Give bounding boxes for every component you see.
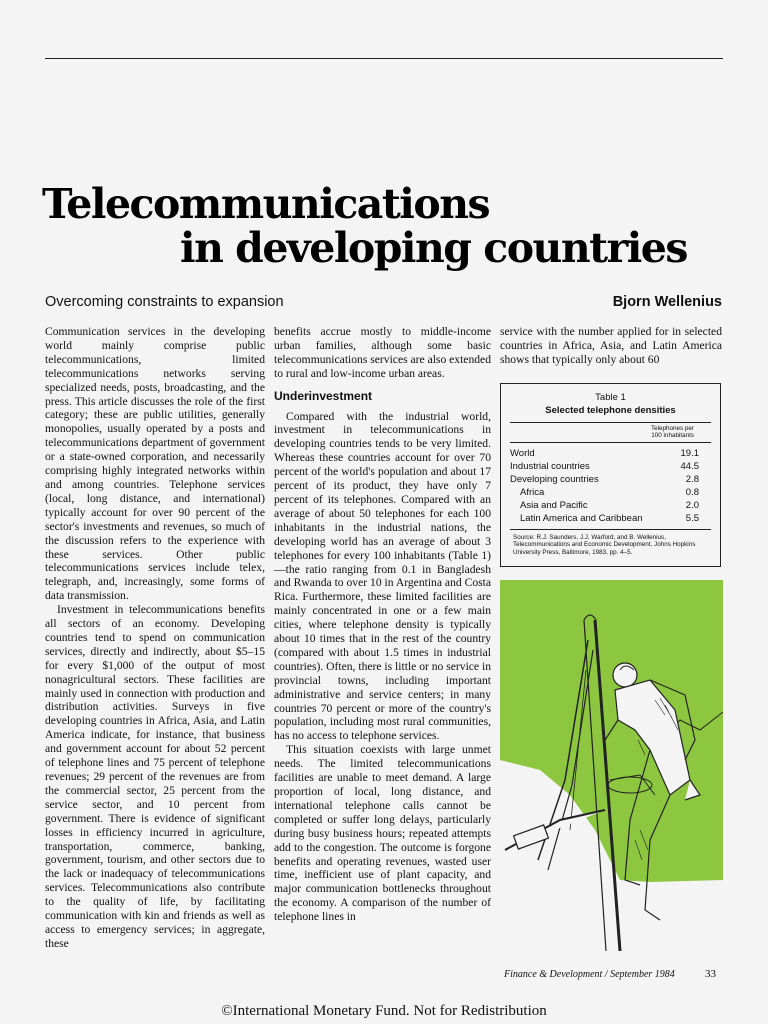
column-1 bbox=[45, 325, 265, 951]
article-title-line1: Telecommunications bbox=[42, 180, 490, 228]
table-rule bbox=[510, 422, 711, 423]
table-row bbox=[510, 512, 711, 525]
table-row-label: Latin America and Caribbean bbox=[520, 513, 643, 524]
top-rule bbox=[45, 58, 723, 59]
table-row-label: Industrial countries bbox=[510, 461, 590, 472]
column-2 bbox=[274, 325, 491, 924]
paragraph: Communication services in the developing world mainly comprise public telecommunications, limited telecommunications networks serving specialized needs, posts, broadcasting, and the press. This article discusses the role of the first category; these are public utilities, generally monopolies, usually operated by a posts and telecommunications department of government or a state-owned corporation, and necessarily comprising highly integrated networks within and among countries. Telephone services (local, long distance, and international) typically account for over 90 percent of the sector's investments and revenues, so much of the discussion refers to the experience with these services. Other public telecommunications services include telex, telegraph, and, increasingly, some forms of data transmission. bbox=[45, 325, 265, 603]
lineman-illustration bbox=[500, 580, 723, 951]
section-heading: Underinvestment bbox=[274, 388, 373, 403]
table-row bbox=[510, 499, 711, 512]
table-row-label: World bbox=[510, 448, 535, 459]
table-row-value: 2.8 bbox=[685, 474, 699, 485]
table-row-label: Africa bbox=[520, 487, 545, 498]
table-row-value: 2.0 bbox=[685, 500, 699, 511]
article-title-line2: in developing countries bbox=[180, 224, 687, 272]
table-row-value: 19.1 bbox=[680, 448, 699, 459]
table-title: Selected telephone densities bbox=[545, 405, 676, 416]
paragraph: This situation coexists with large unmet needs. The limited telecommunications facilities are unable to meet demand. A large proportion of local, long distance, and international telephone calls cannot be completed or suffer long delays, particularly during busy business hours; repeated attempts add to the congestion. The outcome is forgone benefits and operating revenues, wasted user time, inefficient use of plant capacity, and major communication bottlenecks throughout the economy. A comparison of the number of telephone lines in bbox=[274, 743, 491, 924]
table-1 bbox=[500, 383, 721, 567]
table-column-header bbox=[501, 425, 694, 439]
paragraph: service with the number applied for in selected countries in Africa, Asia, and Latin America shows that typically only about 60 bbox=[500, 325, 722, 366]
column-3 bbox=[500, 325, 722, 367]
table-row-value: 5.5 bbox=[685, 513, 699, 524]
table-row bbox=[510, 473, 711, 486]
paragraph: Compared with the industrial world, investment in telecommunications in developing countries tends to be very limited. Whereas these countries account for over 70 percent of the world's population and about 17 percent of its product, they have only 7 percent of its telephones. Compared with an average of about 50 telephones for each 100 inhabitants in the industrial nations, the developing world has an average of about 3 telephones for every 100 inhabitants (Table 1)—the ratio ranging from 0.1 in Bangladesh and Rwanda to over 10 in Argentina and Costa Rica. Furthermore, these limited facilities are mainly concentrated in one or a few main cities, where telephone density is typically about 10 times that in the rest of the country (compared with about 1.5 times in industrial countries). Often, there is little or no service in provincial towns, including important administrative and service centers; in many countries 70 percent or more of the country's population, including most rural communities, has no access to telephone services. bbox=[274, 409, 491, 743]
table-rule bbox=[510, 442, 711, 443]
table-row-value: 0.8 bbox=[685, 487, 699, 498]
author-name: Bjorn Wellenius bbox=[612, 294, 722, 310]
article-subtitle: Overcoming constraints to expansion bbox=[45, 294, 284, 310]
table-row bbox=[510, 460, 711, 473]
table-row bbox=[510, 447, 711, 460]
table-source-note: Source: R.J. Saunders, J.J. Warford, and B. Wellenius, Telecommunications and Economic Development, Johns Hopkins University Press, Baltimore, 1983, pp. 4–5. bbox=[513, 534, 696, 556]
table-row-label: Asia and Pacific bbox=[520, 500, 588, 511]
copyright-notice: ©International Monetary Fund. Not for Redistribution bbox=[221, 1003, 547, 1019]
journal-footer: Finance & Development / September 1984 bbox=[504, 969, 675, 980]
table-number: Table 1 bbox=[595, 392, 626, 403]
table-column-header-line2: 100 inhabitants bbox=[651, 432, 694, 439]
table-rule bbox=[510, 529, 711, 530]
table-row bbox=[510, 486, 711, 499]
table-body bbox=[510, 447, 711, 525]
page-number: 33 bbox=[705, 968, 716, 980]
paragraph: benefits accrue mostly to middle-income urban families, although some basic telecommunications services are also extended to rural and low-income urban areas. bbox=[274, 325, 491, 380]
paragraph: Investment in telecommunications benefits all sectors of an economy. Developing countries tend to spend on communication services, directly and indirectly, about $5–15 for every $1,000 of the output of most nonagricultural sectors. These facilities are mainly used in connection with production and distribution activities. Surveys in five developing countries in Africa, Asia, and Latin America indicate, for instance, that business and government account for about 52 percent of telephone lines and 75 percent of telephone revenues; 29 percent of the revenues are from the commercial sector, 25 percent from the service sector, and 10 percent from government. There is evidence of significant losses in efficiency incurred in agriculture, transportation, commerce, banking, government, tourism, and other sectors due to the lack or inadequacy of telecommunications services. Telecommunications also contribute to the quality of life, by facilitating communication with kin and friends as well as access to emergency services; in aggregate, these bbox=[45, 603, 265, 950]
table-row-label: Developing countries bbox=[510, 474, 599, 485]
table-column-header-line1: Telephones per bbox=[650, 425, 694, 432]
table-row-value: 44.5 bbox=[680, 461, 699, 472]
